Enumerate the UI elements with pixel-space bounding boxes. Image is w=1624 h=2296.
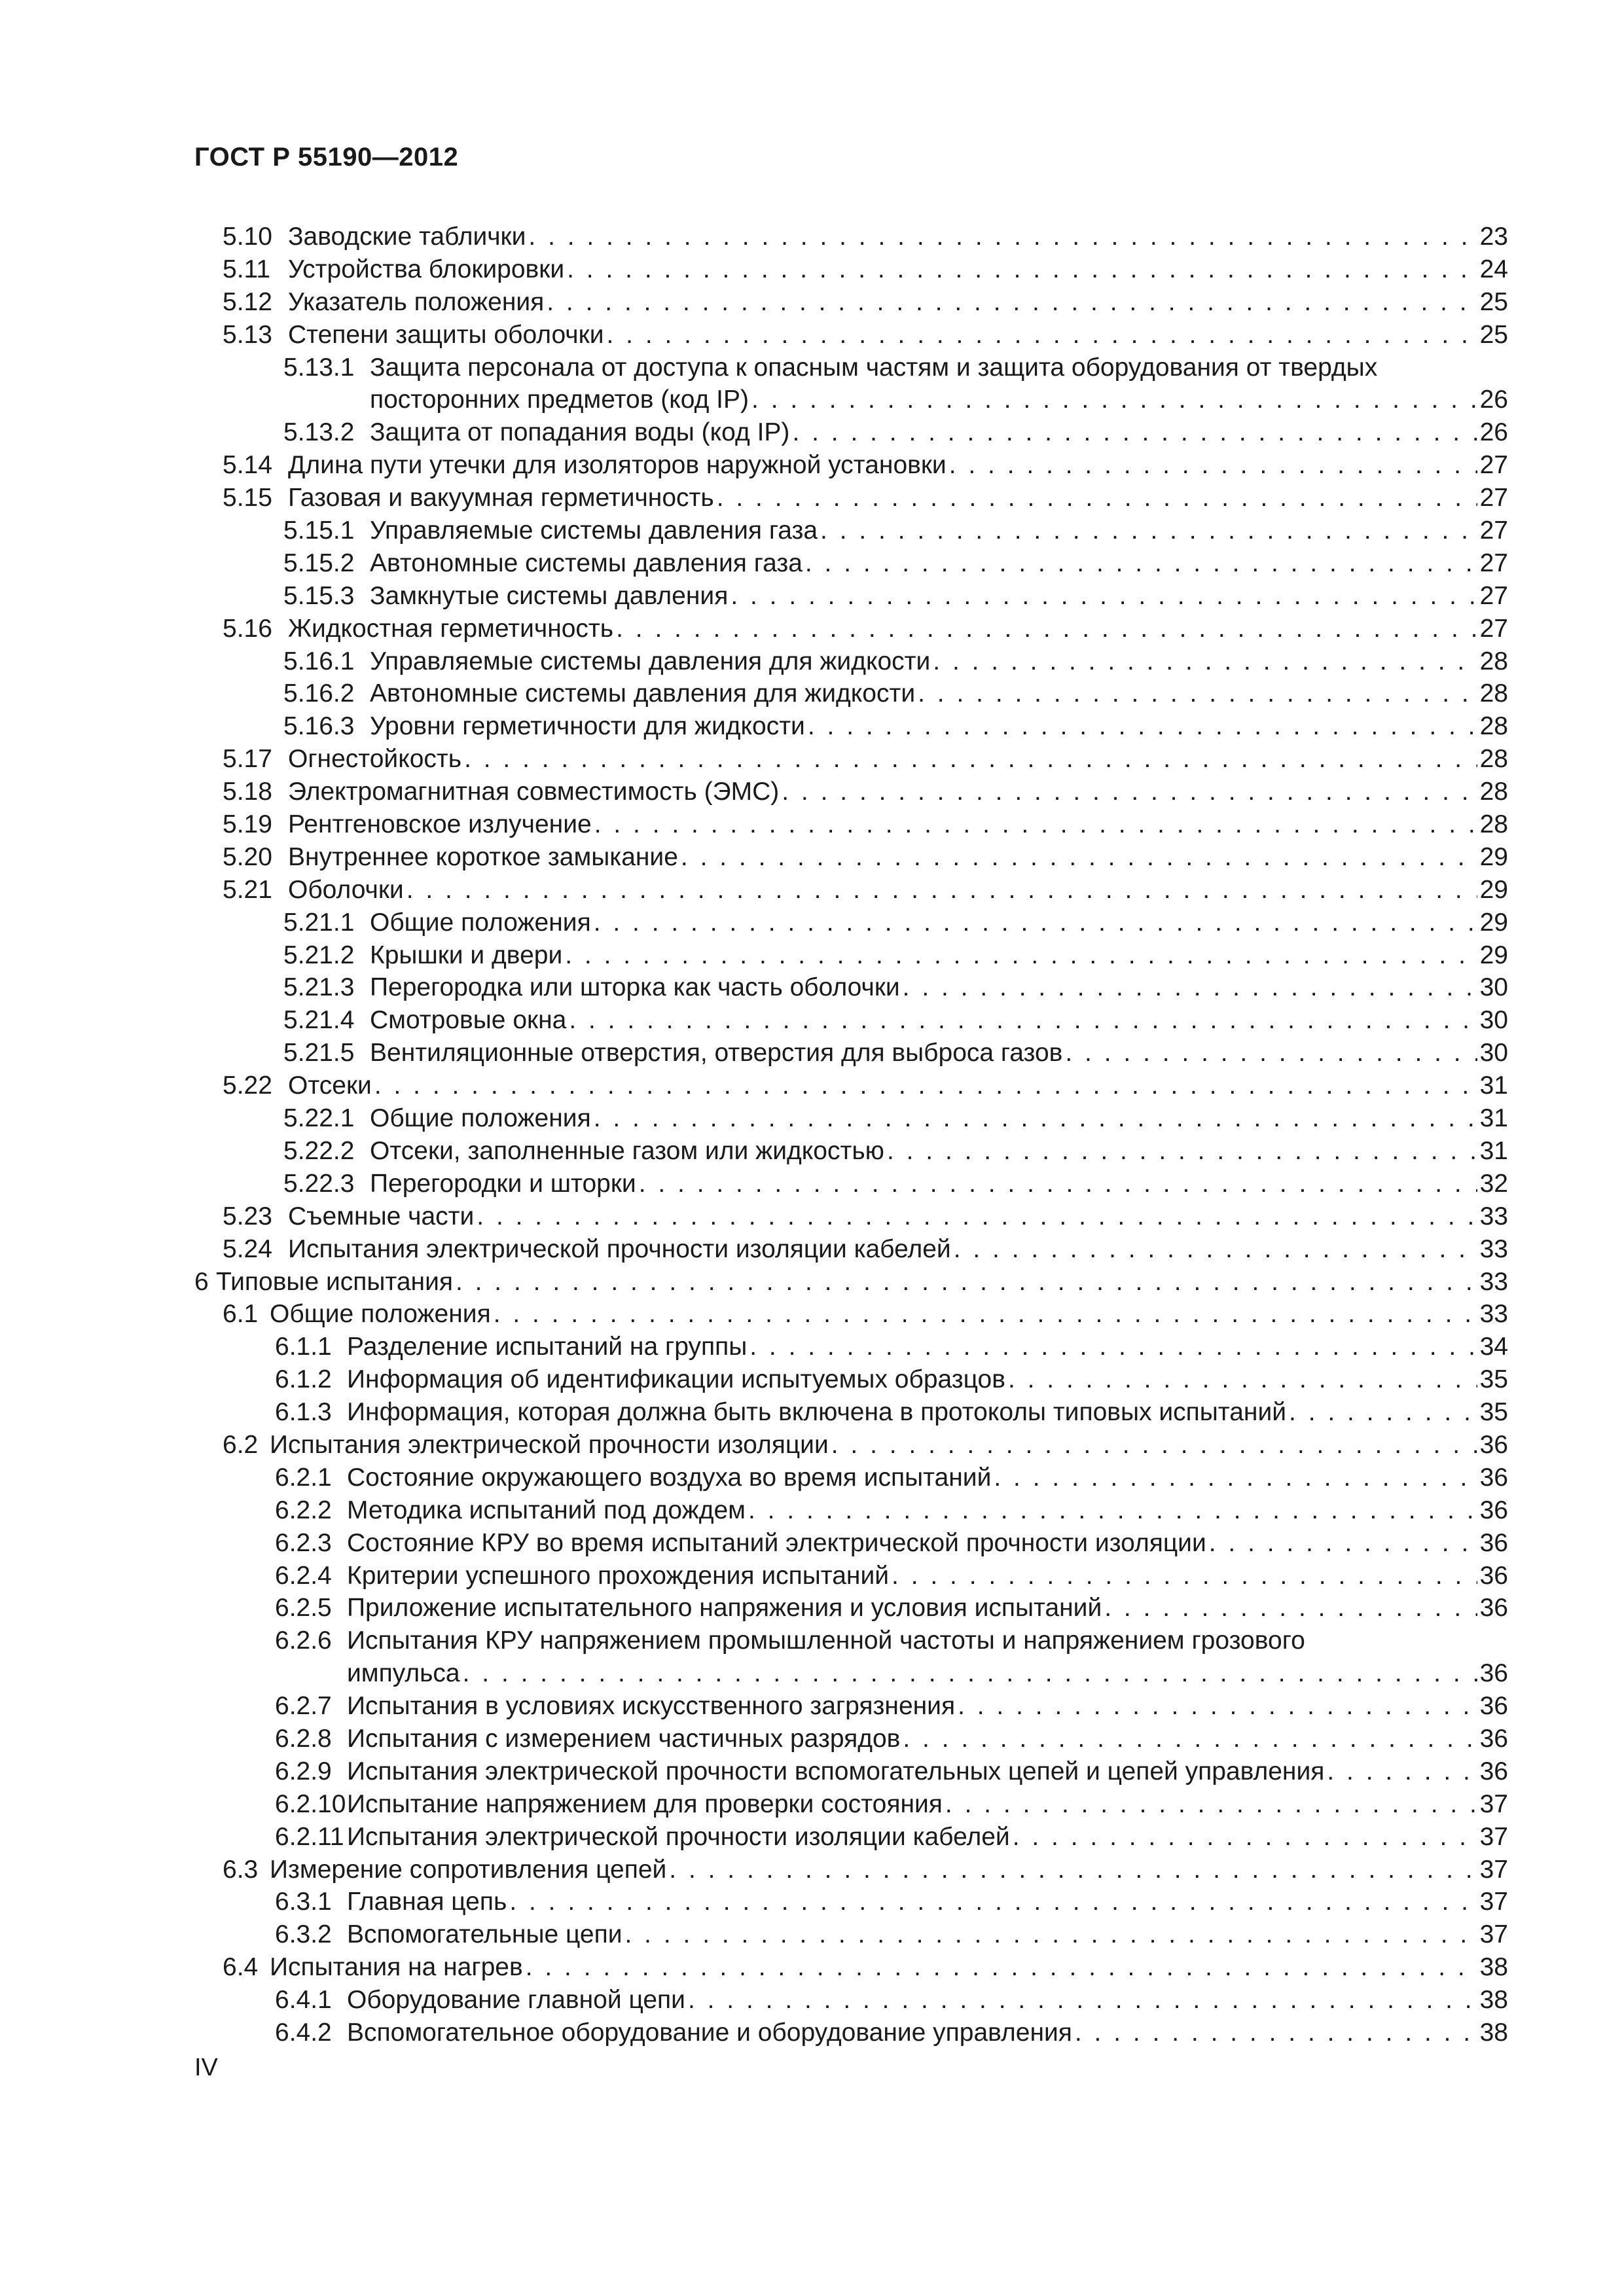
document-code-header: ГОСТ Р 55190—2012 bbox=[194, 143, 459, 171]
toc-entry-number: 5.22.3 bbox=[283, 1169, 355, 1198]
toc-entry-number: 6.2.6 bbox=[275, 1626, 332, 1655]
toc-entry[interactable] bbox=[0, 940, 1624, 973]
toc-entry-number: 6.4.2 bbox=[275, 2018, 332, 2047]
toc-entry[interactable] bbox=[0, 548, 1624, 581]
toc-entry-number: 6.1 bbox=[223, 1300, 259, 1329]
toc-entry-page: 37 bbox=[1479, 1888, 1508, 1916]
toc-entry-title: Состояние окружающего воздуха во время испытаний bbox=[347, 1463, 992, 1492]
toc-entry-page: 36 bbox=[1479, 1528, 1508, 1557]
toc-entry-number: 5.23 bbox=[223, 1202, 272, 1230]
toc-entry[interactable] bbox=[0, 1364, 1624, 1397]
toc-entry-title: Испытания электрической прочности изоляции кабелей bbox=[288, 1234, 951, 1263]
dot-leader bbox=[616, 615, 1477, 643]
dot-leader bbox=[594, 1104, 1477, 1133]
toc-entry-title: Оболочки bbox=[288, 875, 404, 904]
toc-entry[interactable] bbox=[0, 1331, 1624, 1364]
toc-entry-page: 27 bbox=[1479, 484, 1508, 512]
toc-entry-number: 6.2.2 bbox=[275, 1496, 332, 1524]
toc-entry[interactable] bbox=[0, 1691, 1624, 1723]
dot-leader bbox=[945, 1790, 1477, 1819]
dot-leader bbox=[681, 843, 1477, 872]
toc-entry-page: 38 bbox=[1479, 1986, 1508, 2015]
toc-entry-page: 32 bbox=[1479, 1169, 1508, 1198]
toc-entry-title: Защита персонала от доступа к опасным частям и защита оборудования от твердых bbox=[370, 353, 1378, 382]
toc-entry[interactable] bbox=[0, 417, 1624, 450]
toc-entry-title: Жидкостная герметичность bbox=[288, 614, 614, 643]
toc-entry-page: 31 bbox=[1479, 1071, 1508, 1100]
toc-entry-number: 6.2.10 bbox=[275, 1789, 346, 1818]
dot-leader bbox=[1075, 2018, 1477, 2047]
toc-entry-page: 35 bbox=[1479, 1365, 1508, 1394]
dot-leader bbox=[528, 223, 1477, 251]
toc-entry[interactable] bbox=[0, 1168, 1624, 1201]
toc-entry-number: 6.2.7 bbox=[275, 1692, 332, 1721]
toc-entry-page: 33 bbox=[1479, 1300, 1508, 1329]
toc-entry-title: Газовая и вакуумная герметичность bbox=[288, 484, 714, 512]
dot-leader bbox=[494, 1300, 1477, 1329]
toc-entry-title: Разделение испытаний на группы bbox=[347, 1333, 748, 1361]
dot-leader bbox=[1289, 1398, 1477, 1427]
toc-entry-page: 23 bbox=[1479, 223, 1508, 251]
toc-entry-page: 29 bbox=[1479, 908, 1508, 937]
dot-leader bbox=[808, 712, 1477, 741]
toc-entry[interactable] bbox=[0, 1592, 1624, 1625]
dot-leader bbox=[406, 876, 1477, 905]
toc-entry-page: 37 bbox=[1479, 1789, 1508, 1818]
toc-entry-title: Перегородки и шторки bbox=[370, 1169, 636, 1198]
dot-leader bbox=[831, 1431, 1477, 1460]
toc-entry-number: 6.3.1 bbox=[275, 1888, 332, 1916]
toc-entry-number: 5.15.2 bbox=[283, 548, 355, 577]
toc-entry-page: 38 bbox=[1479, 1953, 1508, 1982]
toc-entry-title: Автономные системы давления газа bbox=[370, 548, 803, 577]
toc-entry-page: 25 bbox=[1479, 287, 1508, 316]
dot-leader bbox=[639, 1170, 1477, 1198]
toc-entry-title: Управляемые системы давления для жидкости bbox=[370, 647, 931, 675]
toc-entry-number: 5.16 bbox=[223, 614, 272, 643]
toc-entry-number: 5.22 bbox=[223, 1071, 272, 1100]
dot-leader bbox=[1065, 1039, 1477, 1067]
dot-leader bbox=[792, 418, 1477, 447]
toc-entry-page: 27 bbox=[1479, 548, 1508, 577]
toc-entry-number: 6.2.11 bbox=[275, 1822, 344, 1851]
toc-entry-page: 24 bbox=[1479, 255, 1508, 283]
toc-entry-page: 37 bbox=[1479, 1822, 1508, 1851]
toc-entry-page: 36 bbox=[1479, 1496, 1508, 1524]
toc-entry[interactable] bbox=[0, 1789, 1624, 1821]
toc-entry-number: 5.15.3 bbox=[283, 581, 355, 610]
toc-entry-page: 36 bbox=[1479, 1463, 1508, 1492]
dot-leader bbox=[958, 1692, 1477, 1721]
toc-entry[interactable] bbox=[0, 1952, 1624, 1984]
toc-entry[interactable] bbox=[0, 254, 1624, 287]
dot-leader bbox=[731, 582, 1477, 611]
toc-entry[interactable] bbox=[0, 1037, 1624, 1070]
dot-leader bbox=[463, 1659, 1477, 1688]
toc-entry-title: Общие положения bbox=[370, 908, 591, 937]
toc-entry[interactable] bbox=[0, 1429, 1624, 1462]
dot-leader bbox=[606, 321, 1477, 350]
toc-entry-title: Управляемые системы давления газа bbox=[370, 516, 818, 545]
toc-entry-number: 6.2 bbox=[223, 1430, 259, 1459]
toc-entry-number: 5.15.1 bbox=[283, 516, 355, 545]
toc-entry[interactable] bbox=[0, 744, 1624, 776]
dot-leader bbox=[1013, 1823, 1477, 1852]
dot-leader bbox=[547, 288, 1477, 317]
dot-leader bbox=[954, 1235, 1477, 1264]
toc-entry-number: 5.17 bbox=[223, 745, 272, 774]
toc-entry[interactable] bbox=[0, 1462, 1624, 1495]
toc-entry-number: 6.2.8 bbox=[275, 1724, 332, 1753]
toc-entry-title: Вспомогательное оборудование и оборудование управления bbox=[347, 2018, 1072, 2047]
toc-entry-page: 33 bbox=[1479, 1267, 1508, 1296]
toc-entry[interactable] bbox=[0, 1821, 1624, 1854]
dot-leader bbox=[949, 451, 1477, 480]
toc-entry[interactable] bbox=[0, 1756, 1624, 1789]
dot-leader bbox=[456, 1268, 1477, 1297]
toc-entry-title: Оборудование главной цепи bbox=[347, 1986, 685, 2015]
toc-entry-title: Устройства блокировки bbox=[288, 255, 565, 283]
toc-entry-title: Огнестойкость bbox=[288, 745, 462, 774]
toc-entry-title: Испытание напряжением для проверки состояния bbox=[347, 1789, 943, 1818]
toc-entry[interactable] bbox=[0, 1070, 1624, 1103]
toc-entry-page: 25 bbox=[1479, 320, 1508, 349]
dot-leader bbox=[1008, 1365, 1477, 1394]
toc-entry[interactable] bbox=[0, 482, 1624, 515]
toc-entry-page: 38 bbox=[1479, 2018, 1508, 2047]
toc-entry-title: Испытания КРУ напряжением промышленной частоты и напряжением грозового bbox=[347, 1626, 1305, 1655]
toc-entry-page: 36 bbox=[1479, 1430, 1508, 1459]
toc-entry-number: 6.1.1 bbox=[275, 1333, 332, 1361]
toc-entry-title: Информация, которая должна быть включена в протоколы типовых испытаний bbox=[347, 1398, 1287, 1427]
toc-entry-title: Измерение сопротивления цепей bbox=[270, 1855, 667, 1884]
toc-entry-number: 6.3 bbox=[223, 1855, 259, 1884]
toc-entry-number: 6.2.3 bbox=[275, 1528, 332, 1557]
toc-entry-page: 29 bbox=[1479, 941, 1508, 969]
dot-leader bbox=[903, 1725, 1477, 1753]
toc-entry-number: 5.21 bbox=[223, 875, 272, 904]
toc-entry[interactable] bbox=[0, 1886, 1624, 1919]
toc-entry[interactable] bbox=[0, 1201, 1624, 1234]
toc-entry[interactable] bbox=[0, 1658, 1624, 1691]
toc-entry-title: Испытания на нагрев bbox=[270, 1953, 523, 1982]
dot-leader bbox=[594, 810, 1477, 839]
toc-entry-title: Главная цепь bbox=[347, 1888, 507, 1916]
toc-entry-title: Указатель положения bbox=[288, 287, 545, 316]
toc-entry-page: 28 bbox=[1479, 745, 1508, 774]
toc-entry-number: 5.21.2 bbox=[283, 941, 355, 969]
toc-entry-title: Общие положения bbox=[370, 1104, 591, 1133]
toc-entry[interactable] bbox=[0, 352, 1624, 385]
dot-leader bbox=[688, 1986, 1477, 2015]
toc-entry[interactable] bbox=[0, 1984, 1624, 2017]
dot-leader bbox=[749, 1333, 1477, 1361]
toc-entry-page: 30 bbox=[1479, 1006, 1508, 1035]
toc-entry-title: Испытания электрической прочности изоляции кабелей bbox=[347, 1822, 1010, 1851]
dot-leader bbox=[1104, 1594, 1477, 1623]
toc-entry-page: 33 bbox=[1479, 1202, 1508, 1230]
toc-entry-title: Приложение испытательного напряжения и условия испытаний bbox=[347, 1594, 1102, 1623]
dot-leader bbox=[567, 255, 1477, 284]
dot-leader bbox=[594, 908, 1477, 937]
toc-entry-page: 28 bbox=[1479, 778, 1508, 806]
toc-entry[interactable] bbox=[0, 613, 1624, 646]
toc-entry[interactable] bbox=[0, 1528, 1624, 1560]
toc-entry-number: 5.21.3 bbox=[283, 973, 355, 1002]
toc-entry-number: 5.18 bbox=[223, 778, 272, 806]
toc-entry-number: 5.16.3 bbox=[283, 712, 355, 741]
toc-entry[interactable] bbox=[0, 1625, 1624, 1658]
dot-leader bbox=[717, 484, 1477, 512]
toc-entry-page: 26 bbox=[1479, 386, 1508, 414]
dot-leader bbox=[569, 1006, 1477, 1035]
toc-entry[interactable] bbox=[0, 1103, 1624, 1136]
toc-entry[interactable] bbox=[0, 1854, 1624, 1887]
toc-entry[interactable] bbox=[0, 581, 1624, 613]
toc-entry[interactable] bbox=[0, 776, 1624, 809]
dot-leader bbox=[751, 386, 1477, 414]
toc-entry-page: 27 bbox=[1479, 581, 1508, 610]
dot-leader bbox=[887, 1137, 1477, 1166]
toc-entry-page: 35 bbox=[1479, 1398, 1508, 1427]
toc-entry-title: Испытания в условиях искусственного загрязнения bbox=[347, 1692, 956, 1721]
toc-entry-number: 5.16.2 bbox=[283, 679, 355, 708]
toc-entry-number: 5.20 bbox=[223, 842, 272, 871]
toc-entry-page: 36 bbox=[1479, 1561, 1508, 1590]
toc-entry-page: 36 bbox=[1479, 1692, 1508, 1721]
toc-entry-page: 28 bbox=[1479, 647, 1508, 675]
toc-entry-title: Электромагнитная совместимость (ЭМС) bbox=[288, 778, 780, 806]
toc-entry-page: 28 bbox=[1479, 712, 1508, 741]
toc-entry-page: 34 bbox=[1479, 1333, 1508, 1361]
toc-entry-page: 36 bbox=[1479, 1724, 1508, 1753]
toc-entry[interactable] bbox=[0, 646, 1624, 679]
toc-entry[interactable] bbox=[0, 1136, 1624, 1168]
toc-entry-title: Состояние КРУ во время испытаний электрической прочности изоляции bbox=[347, 1528, 1206, 1557]
toc-entry-number: 6.3.2 bbox=[275, 1920, 332, 1949]
toc-entry[interactable] bbox=[0, 972, 1624, 1005]
toc-entry-page: 28 bbox=[1479, 810, 1508, 839]
toc-entry-number: 5.10 bbox=[223, 223, 272, 251]
toc-entry-title: Замкнутые системы давления bbox=[370, 581, 729, 610]
dot-leader bbox=[526, 1953, 1477, 1982]
toc-entry-page: 26 bbox=[1479, 418, 1508, 447]
toc-entry-number: 5.11 bbox=[223, 255, 271, 283]
toc-entry-title: Типовые испытания bbox=[216, 1267, 453, 1296]
toc-entry-title: Испытания электрической прочности вспомогательных цепей и цепей управления bbox=[347, 1757, 1325, 1785]
toc-entry-title: Испытания электрической прочности изоляции bbox=[270, 1430, 829, 1459]
toc-entry-number: 5.22.1 bbox=[283, 1104, 355, 1133]
dot-leader bbox=[625, 1920, 1477, 1949]
toc-entry[interactable] bbox=[0, 1234, 1624, 1266]
toc-entry-number: 5.13 bbox=[223, 320, 272, 349]
toc-entry[interactable] bbox=[0, 384, 1624, 417]
toc-entry-page: 33 bbox=[1479, 1234, 1508, 1263]
toc-entry-title: Испытания с измерением частичных разрядов bbox=[347, 1724, 901, 1753]
toc-entry[interactable] bbox=[0, 1495, 1624, 1528]
toc-entry[interactable] bbox=[0, 1723, 1624, 1756]
toc-entry-title: Заводские таблички bbox=[288, 223, 526, 251]
toc-entry-page: 37 bbox=[1479, 1920, 1508, 1949]
toc-entry-title: Отсеки bbox=[288, 1071, 372, 1100]
toc-entry[interactable] bbox=[0, 221, 1624, 254]
toc-entry-number: 6.1.3 bbox=[275, 1398, 332, 1427]
toc-entry[interactable] bbox=[0, 1266, 1624, 1299]
toc-entry-page: 29 bbox=[1479, 875, 1508, 904]
table-of-contents bbox=[0, 221, 1624, 2050]
toc-entry-number: 5.22.2 bbox=[283, 1136, 355, 1165]
dot-leader bbox=[1209, 1529, 1477, 1558]
toc-entry-title: Общие положения bbox=[270, 1300, 491, 1329]
toc-entry-page: 31 bbox=[1479, 1136, 1508, 1165]
toc-entry[interactable] bbox=[0, 678, 1624, 711]
toc-entry-title: Автономные системы давления для жидкости bbox=[370, 679, 916, 708]
dot-leader bbox=[933, 647, 1477, 676]
toc-entry[interactable] bbox=[0, 287, 1624, 319]
toc-entry-page: 30 bbox=[1479, 973, 1508, 1002]
toc-entry[interactable] bbox=[0, 711, 1624, 744]
toc-entry-title: Информация об идентификации испытуемых образцов bbox=[347, 1365, 1005, 1394]
toc-entry-number: 5.13.1 bbox=[283, 353, 355, 382]
toc-entry-number: 5.13.2 bbox=[283, 418, 355, 447]
dot-leader bbox=[464, 745, 1477, 774]
dot-leader bbox=[782, 778, 1477, 806]
toc-entry[interactable] bbox=[0, 1299, 1624, 1331]
dot-leader bbox=[669, 1856, 1477, 1884]
toc-entry[interactable] bbox=[0, 842, 1624, 874]
toc-entry[interactable] bbox=[0, 1005, 1624, 1037]
toc-entry-page: 27 bbox=[1479, 451, 1508, 480]
toc-entry[interactable] bbox=[0, 515, 1624, 548]
toc-entry-number: 6 bbox=[194, 1267, 209, 1296]
toc-entry-page: 36 bbox=[1479, 1757, 1508, 1785]
toc-entry-number: 6.4 bbox=[223, 1953, 259, 1982]
toc-entry-page: 36 bbox=[1479, 1659, 1508, 1688]
toc-entry-number: 6.4.1 bbox=[275, 1986, 332, 2015]
toc-entry-page: 27 bbox=[1479, 614, 1508, 643]
toc-entry-number: 5.12 bbox=[223, 287, 272, 316]
toc-entry-number: 5.21.1 bbox=[283, 908, 355, 937]
toc-entry-title: Длина пути утечки для изоляторов наружной установки bbox=[288, 451, 947, 480]
toc-entry-number: 5.14 bbox=[223, 451, 272, 480]
toc-entry[interactable] bbox=[0, 1560, 1624, 1593]
toc-entry-number: 5.21.4 bbox=[283, 1006, 355, 1035]
toc-entry-number: 5.24 bbox=[223, 1234, 272, 1263]
toc-entry[interactable] bbox=[0, 319, 1624, 352]
toc-entry-page: 27 bbox=[1479, 516, 1508, 545]
toc-entry-title: Внутреннее короткое замыкание bbox=[288, 842, 678, 871]
toc-entry-title: Уровни герметичности для жидкости bbox=[370, 712, 805, 741]
toc-entry-page: 36 bbox=[1479, 1594, 1508, 1623]
toc-entry-page: 37 bbox=[1479, 1855, 1508, 1884]
dot-leader bbox=[374, 1071, 1477, 1100]
toc-entry-title: Отсеки, заполненные газом или жидкостью bbox=[370, 1136, 884, 1165]
toc-entry[interactable] bbox=[0, 1919, 1624, 1952]
toc-entry[interactable] bbox=[0, 450, 1624, 482]
toc-entry-number: 6.1.2 bbox=[275, 1365, 332, 1394]
toc-entry[interactable] bbox=[0, 907, 1624, 940]
dot-leader bbox=[565, 941, 1477, 970]
dot-leader bbox=[820, 516, 1477, 545]
dot-leader bbox=[892, 1562, 1477, 1590]
toc-entry-title: Съемные части bbox=[288, 1202, 475, 1230]
toc-entry-title: Вентиляционные отверстия, отверстия для выброса газов bbox=[370, 1039, 1063, 1067]
dot-leader bbox=[918, 679, 1477, 708]
toc-entry-number: 5.19 bbox=[223, 810, 272, 839]
page-number: IV bbox=[194, 2054, 218, 2081]
toc-entry-page: 29 bbox=[1479, 842, 1508, 871]
toc-entry-title: Смотровые окна bbox=[370, 1006, 567, 1035]
toc-entry-page: 31 bbox=[1479, 1104, 1508, 1133]
toc-entry-page: 28 bbox=[1479, 679, 1508, 708]
toc-entry-number: 6.2.4 bbox=[275, 1561, 332, 1590]
toc-entry-page: 30 bbox=[1479, 1039, 1508, 1067]
toc-entry-title: импульса bbox=[347, 1659, 460, 1688]
toc-entry-title: Защита от попадания воды (код IP) bbox=[370, 418, 790, 447]
dot-leader bbox=[748, 1496, 1477, 1525]
toc-entry-title: Перегородка или шторка как часть оболочки bbox=[370, 973, 900, 1002]
toc-entry-title: Методика испытаний под дождем bbox=[347, 1496, 746, 1524]
toc-entry-number: 6.2.5 bbox=[275, 1594, 332, 1623]
toc-entry-title: Критерии успешного прохождения испытаний bbox=[347, 1561, 890, 1590]
toc-entry-title: Рентгеновское излучение bbox=[288, 810, 592, 839]
toc-entry-number: 6.2.1 bbox=[275, 1463, 332, 1492]
dot-leader bbox=[477, 1202, 1477, 1231]
toc-entry[interactable] bbox=[0, 874, 1624, 907]
dot-leader bbox=[509, 1888, 1477, 1916]
toc-entry[interactable] bbox=[0, 2017, 1624, 2050]
toc-entry[interactable] bbox=[0, 809, 1624, 842]
toc-entry-title: Степени защиты оболочки bbox=[288, 320, 604, 349]
toc-entry-number: 6.2.9 bbox=[275, 1757, 332, 1785]
toc-entry-number: 5.16.1 bbox=[283, 647, 355, 675]
toc-entry-number: 5.21.5 bbox=[283, 1039, 355, 1067]
dot-leader bbox=[805, 549, 1477, 578]
dot-leader bbox=[994, 1463, 1477, 1492]
toc-entry-title: посторонних предметов (код IP) bbox=[370, 386, 749, 414]
toc-entry-title: Крышки и двери bbox=[370, 941, 563, 969]
dot-leader bbox=[903, 973, 1477, 1002]
dot-leader bbox=[1327, 1757, 1477, 1786]
toc-entry-number: 5.15 bbox=[223, 484, 272, 512]
toc-entry[interactable] bbox=[0, 1397, 1624, 1429]
toc-entry-title: Вспомогательные цепи bbox=[347, 1920, 623, 1949]
